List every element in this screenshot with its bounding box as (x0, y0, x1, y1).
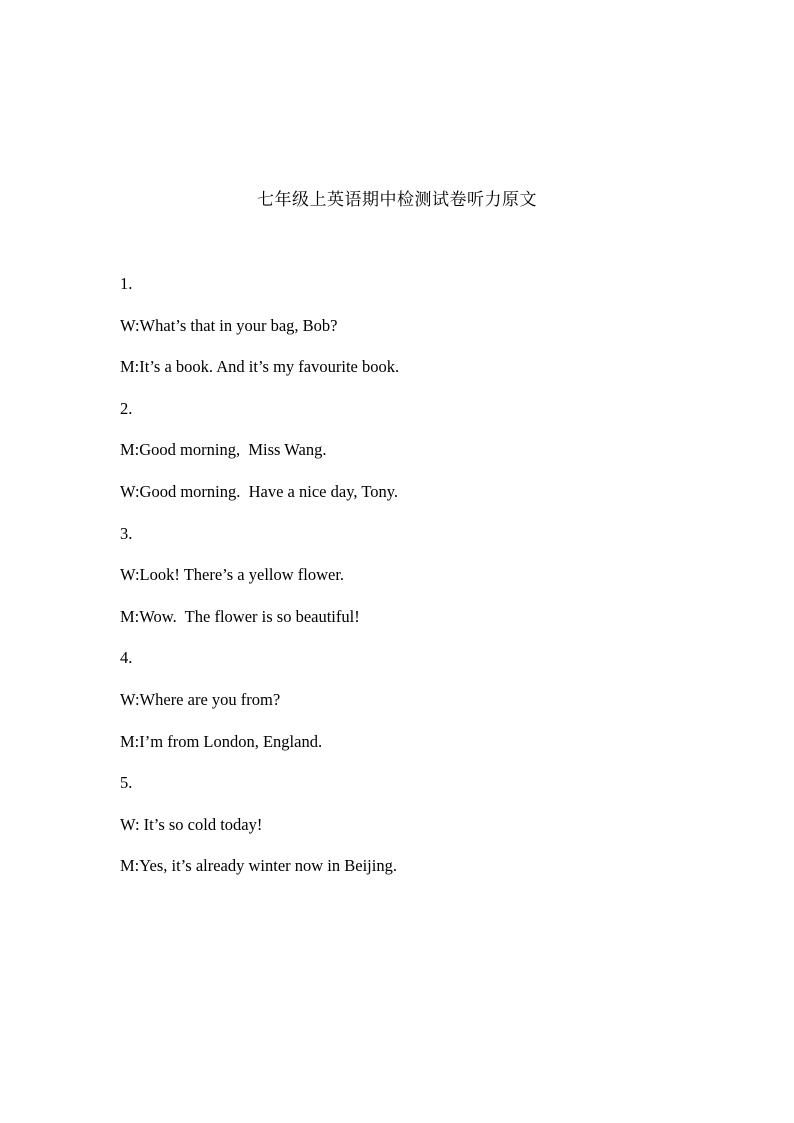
dialogue-line: M:It’s a book. And it’s my favourite book. (120, 357, 400, 377)
transcript-body (120, 272, 720, 896)
section-number: 2. (120, 398, 133, 418)
section-number: 1. (120, 274, 133, 293)
dialogue-line: W: It’s so cold today! (120, 814, 263, 834)
section-number: 4. (120, 648, 133, 668)
dialogue-line: M:Wow. The flower is so beautiful! (120, 606, 360, 626)
section-number: 3. (120, 523, 133, 543)
dialogue-line: W:Look! There’s a yellow flower. (120, 565, 345, 585)
dialogue-line: M:Yes, it’s already winter now in Beijing. (120, 856, 397, 876)
dialogue-line: W:Good morning. Have a nice day, Tony. (120, 481, 399, 501)
dialogue-line: M:Good morning, Miss Wang. (120, 440, 327, 460)
dialogue-line: W:Where are you from? (120, 689, 281, 709)
dialogue-line: M:I’m from London, England. (120, 731, 323, 751)
dialogue-line: W:What’s that in your bag, Bob? (120, 315, 338, 335)
section-number: 5. (120, 773, 133, 793)
document-title: 七年级上英语期中检测试卷听力原文 (257, 190, 537, 209)
